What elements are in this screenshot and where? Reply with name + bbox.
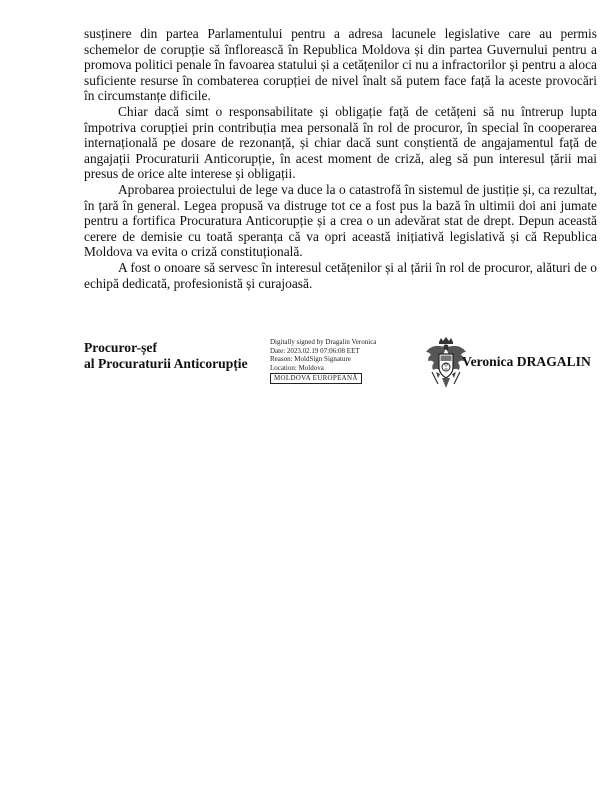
stamp-date: Date: 2023.02.19 07:06:08 EET: [270, 346, 360, 355]
paragraph-4: A fost o onoare să servesc în interesul cetățenilor și al țării în rol de procuror, alături de o echipă dedicată, profesionistă și curajoasă.: [84, 259, 597, 291]
stamp-box-label: MOLDOVA EUROPEANĂ: [270, 373, 362, 384]
paragraph-2: Chiar dacă simt o responsabilitate și obligație față de cetățeni să nu întrerup lupta împotriva corupției prin contribuția mea personală în rol de procuror, în special în cooperarea internațională pe dosare de rezonanță, și chiar dacă sunt conștientă de angajamentul față de angajații Procuraturii Anticorupție, în acest moment de criză, aleg să pun interesul țării mai presus de orice alte interese și obligații.: [84, 103, 597, 182]
signatory-title-line-1: Procuror-șef: [84, 340, 157, 355]
signer-name: Veronica DRAGALIN: [462, 354, 591, 369]
stamp-signed-by: Digitally signed by Dragalin Veronica: [270, 338, 377, 346]
paragraph-1: susținere din partea Parlamentului pentru a adresa lacunele legislative care au permis schemelor de corupție să înflorească în Republica Moldova și din partea Guvernului pentru a promova politici penale în favoarea statului și a cetățenilor ci nu a infractorilor și pentru a aloca suficiente resurse în combaterea corupției de nivel înalt să putem face față la aceste provocări în circumstanțe dificile.: [84, 26, 597, 104]
stamp-location: Location: Moldova: [270, 363, 324, 372]
signatory-title: [84, 340, 248, 372]
digital-signature-stamp: [270, 338, 376, 384]
signature-block: [0, 336, 613, 396]
stamp-reason: Reason: MoldSign Signature: [270, 355, 351, 364]
letter-body: [84, 26, 597, 291]
paragraph-3: Aprobarea proiectului de lege va duce la o catastrofă în sistemul de justiție și, ca rezultat, în țară în general. Legea propusă va distruge tot ce a fost pus la bază în ultimii doi ani jumate pentru a fortifica Procuratura Anticorupție și a crea o un adevărat stat de drept. Depun această cerere de demisie cu toată speranța că va opri această inițiativă legislativă și că Republica Moldova va evita o criză constituțională.: [84, 181, 597, 260]
signatory-title-line-2: al Procuraturii Anticorupție: [84, 356, 248, 371]
